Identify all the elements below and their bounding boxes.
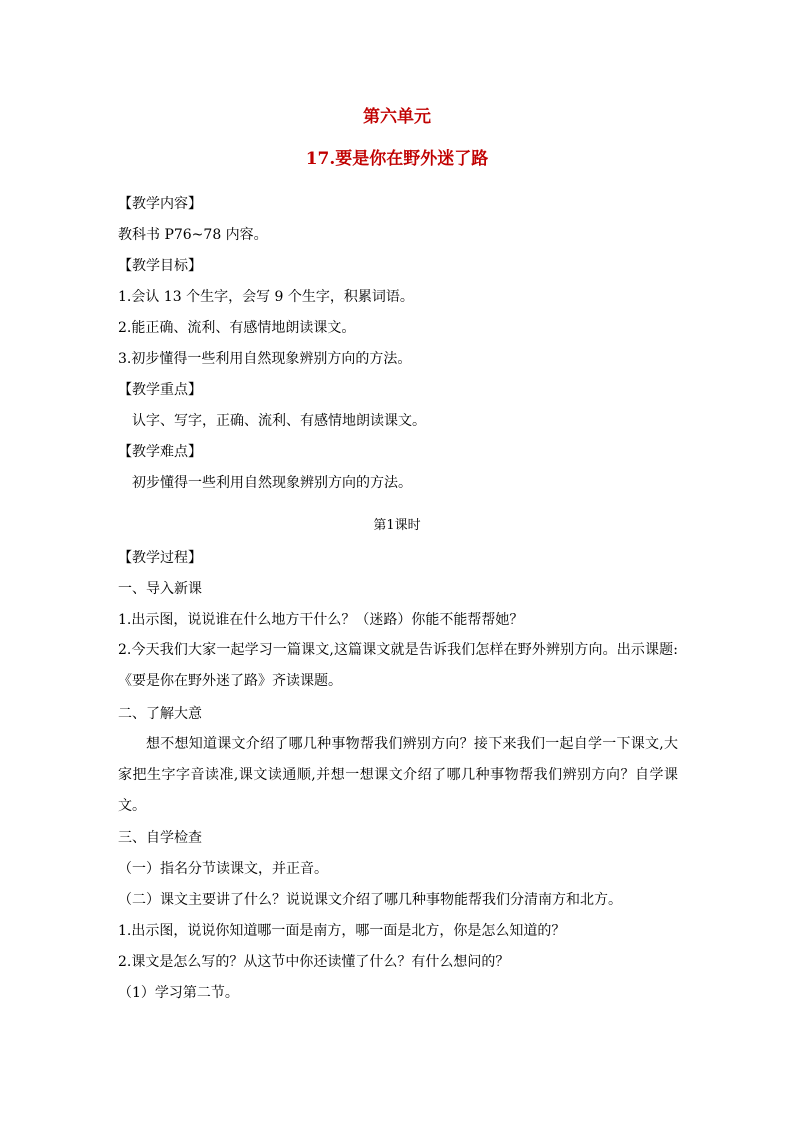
content-header: 【教学内容】 (118, 196, 202, 212)
step-item: （二）课文主要讲了什么？说说课文介绍了哪几种事物能帮我们分清南方和北方。 (118, 892, 622, 908)
period-label: 第1课时 (373, 518, 421, 533)
step-item: 1.出示图，说说你知道哪一面是南方，哪一面是北方，你是怎么知道的？ (118, 923, 566, 939)
difficulty-text: 初步懂得一些利用自然现象辨别方向的方法。 (132, 475, 412, 491)
goal-item: 1.会认 13 个生字，会写 9 个生字，积累词语。 (118, 289, 414, 305)
key-header: 【教学重点】 (118, 382, 202, 398)
unit-title: 第六单元 (363, 107, 431, 127)
goals-header: 【教学目标】 (118, 258, 202, 274)
step-item: （一）指名分节读课文，并正音。 (118, 861, 328, 877)
difficulty-header: 【教学难点】 (118, 444, 202, 460)
step-item: 2.课文是怎么写的？从这节中你还读懂了什么？有什么想问的？ (118, 954, 510, 970)
step-heading: 三、自学检查 (118, 830, 202, 846)
content-text: 教科书 P76~78 内容。 (118, 227, 268, 243)
step-paragraph: 想不想知道课文介绍了哪几种事物帮我们辨别方向？接下来我们一起自学一下课文,大家把生字字音读准,课文读通顺,并想一想课文介绍了哪几种事物帮我们辨别方向？自学课文。 (118, 736, 678, 814)
step-item: 1.出示图，说说谁在什么地方干什么？（迷路）你能不能帮帮她？ (118, 612, 524, 628)
step-heading: 一、导入新课 (118, 581, 202, 597)
key-text: 认字、写字，正确、流利、有感情地朗读课文。 (132, 413, 426, 429)
goal-item: 2.能正确、流利、有感情地朗读课文。 (118, 320, 356, 336)
goal-item: 3.初步懂得一些利用自然现象辨别方向的方法。 (118, 351, 412, 367)
step-heading: 二、了解大意 (118, 706, 202, 722)
process-header: 【教学过程】 (118, 550, 202, 566)
step-item: （1）学习第二节。 (118, 985, 239, 1001)
step-paragraph: 2.今天我们大家一起学习一篇课文,这篇课文就是告诉我们怎样在野外辨别方向。出示课题:《要是你在野外迷了路》齐读课题。 (118, 642, 678, 689)
lesson-title: 17.要是你在野外迷了路 (305, 149, 489, 169)
